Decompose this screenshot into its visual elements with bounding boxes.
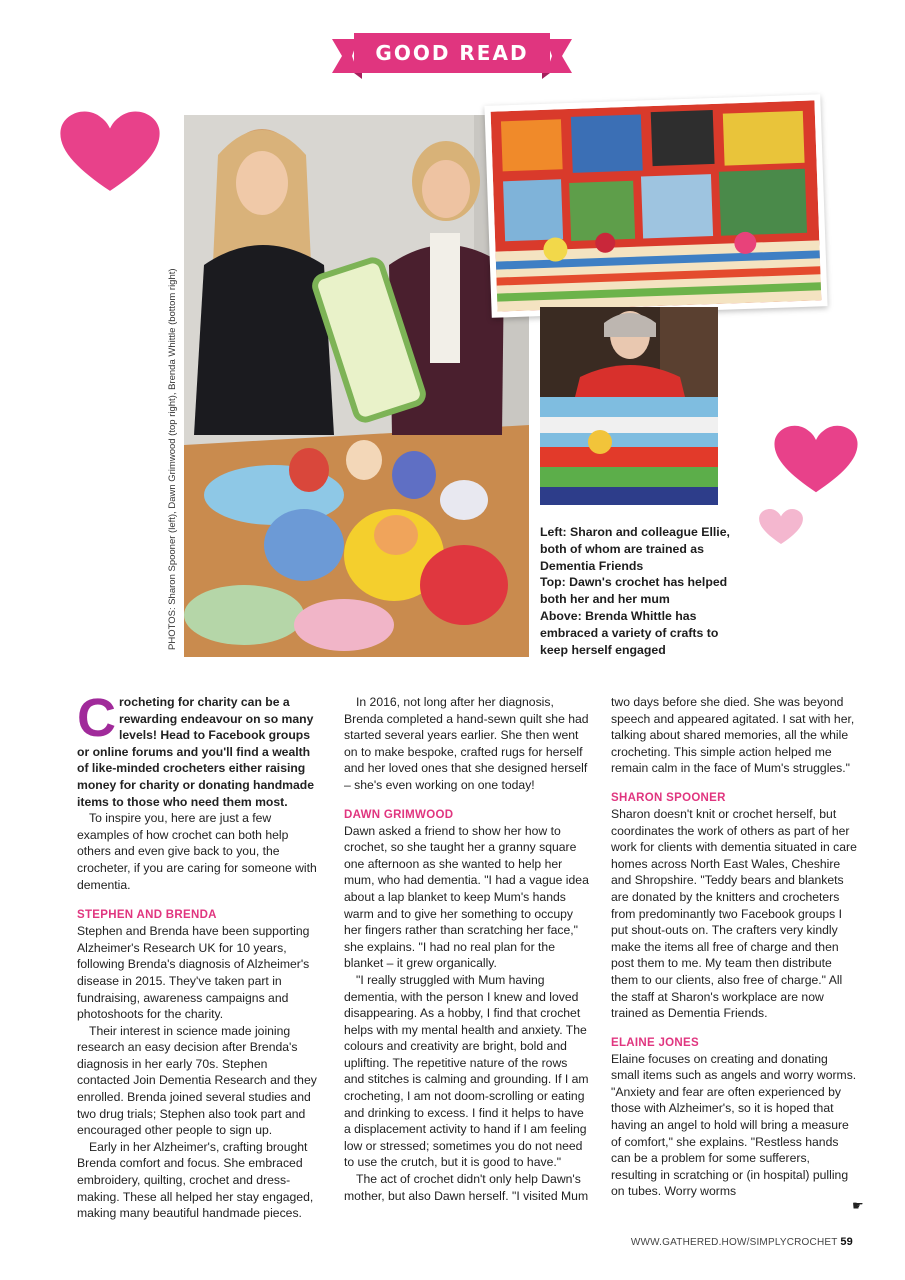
caption-top: Top: Dawn's crochet has helped both her and her mum: [540, 575, 728, 607]
article-column-1: [77, 688, 323, 1222]
caption-above: Above: Brenda Whittle has embraced a variety of crafts to keep herself engaged: [540, 608, 719, 657]
paragraph: Their interest in science made joining research an easy decision after Brenda's diagnosis in her early 70s. Stephen contacted Join Dementia Research and they enrolled. Brenda joined several studies and two drug trials; Stephen also took part and encouraged other people to sign up.: [77, 1023, 317, 1138]
heart-icon: [56, 107, 164, 193]
paragraph: Elaine focuses on creating and donating small items such as angels and worry worms. "Anxiety and fear are often experienced by those with Alzheimer's, so it is hoped that having an angel to hold will bring a measure of comfort," she explains. "Restless hands can be a problem for some sufferers, resulting in scratching or (in hospital) pulling on tubes. Worry worms: [611, 1051, 857, 1199]
banner-title: GOOD READ: [375, 41, 529, 65]
heart-icon: [771, 422, 861, 494]
paragraph: Stephen and Brenda have been supporting Alzheimer's Research UK for 10 years, following Brenda's diagnosis of Alzheimer's disease in 2015. They've taken part in fundraising, awareness campaigns and photoshoots for the charity.: [77, 924, 310, 1022]
section-heading-elaine-jones: ELAINE JONES: [611, 1036, 699, 1049]
paragraph-continued: two days before she died. She was beyond speech and appeared agitated. I sat with her, talking about shared memories, all the while crocheting. This simple action helped me remain calm in the face of Mum's struggles.": [611, 695, 855, 776]
paragraph: To inspire you, here are just a few examples of how crochet can both help others and even give back to you, the crocheter, if you are caring for someone with dementia.: [77, 811, 317, 892]
pointing-hand-icon: ☛: [852, 1198, 864, 1213]
section-heading-sharon-spooner: SHARON SPOONER: [611, 791, 726, 804]
section-banner: [332, 33, 572, 79]
section-heading-stephen-and-brenda: STEPHEN AND BRENDA: [77, 909, 217, 922]
paragraph: In 2016, not long after her diagnosis, Brenda completed a hand-sewn quilt she had started several years earlier. She then went on to make bespoke, crafted rugs for herself and her loved ones that she designed herself – she's even working on one today!: [344, 695, 589, 792]
paragraph: The act of crochet didn't only help Dawn's mother, but also Dawn herself. "I visited Mum: [344, 1172, 589, 1203]
drop-cap: C: [77, 688, 116, 748]
section-heading-dawn-grimwood: DAWN GRIMWOOD: [344, 808, 454, 821]
article-intro: Crocheting for charity can be a rewarding endeavour on so many levels! Head to Facebook groups or online forums and you'll find a wealth of like-minded crocheters either raising money for charity or donating handmade items to those who need them most.: [77, 688, 315, 809]
small-heart-icon: [757, 507, 805, 545]
paragraph: "I really struggled with Mum having dementia, with the person I knew and loved disappearing. As a hobby, I find that crochet helps with my mental health and anxiety. The colours and creativity are bright, bold and uplifting. The repetitive nature of the rows and stitches is calming and grounding. If I am crocheting, I am not doom-scrolling or eating and drinking to excess. I find it helps to have a displacement activity to hand if I am feeling low or stressed; sometimes you do not need to use the crutch, but it is good to have.": [344, 972, 589, 1170]
footer-url: WWW.GATHERED.HOW/SIMPLYCROCHET: [630, 1237, 838, 1248]
caption-left: Left: Sharon and colleague Ellie, both of whom are trained as Dementia Friends: [540, 525, 730, 573]
paragraph: Early in her Alzheimer's, crafting brought Brenda comfort and focus. She embraced embroidery, quilting, crochet and dress-making. These all helped her stay engaged, making many beautiful handmade pieces.: [77, 1139, 314, 1221]
photo-captions: [540, 524, 740, 658]
page-footer: [631, 1236, 853, 1248]
photo-dawn-crochet-blanket: [484, 94, 827, 318]
article-column-2: [344, 694, 590, 1204]
photo-sharon-and-ellie: [184, 115, 529, 657]
paragraph: Dawn asked a friend to show her how to crochet, so she taught her a granny square one afternoon as she wanted to help her mum, who had dementia. "I had a vague idea about a lap blanket to keep Mum's hands warm and to give her something to occupy her fingers rather than scratching her face," she explains. "I had no real plan for the blanket – it grew organically.: [344, 823, 589, 971]
article-column-3: [611, 694, 857, 1200]
photo-brenda-whittle: [540, 307, 718, 505]
paragraph: Sharon doesn't knit or crochet herself, but coordinates the work of others as part of her work for clients with dementia situated in care homes across North East Wales, Cheshire and Shropshire. "Teddy bears and blankets are donated by the knitters and crocheters from predominantly two Facebook groups I put shout-outs on. The crafters very kindly make the items all free of charge and then post them to me. My team then distribute them to our clients, also free of charge." All the staff at Sharon's workplace are now trained as Dementia Friends.: [611, 806, 857, 1021]
page-number: 59: [840, 1236, 853, 1248]
photo-credit: PHOTOS: Sharon Spooner (left), Dawn Grimwood (top right), Brenda Whittle (bottom right): [167, 268, 178, 650]
